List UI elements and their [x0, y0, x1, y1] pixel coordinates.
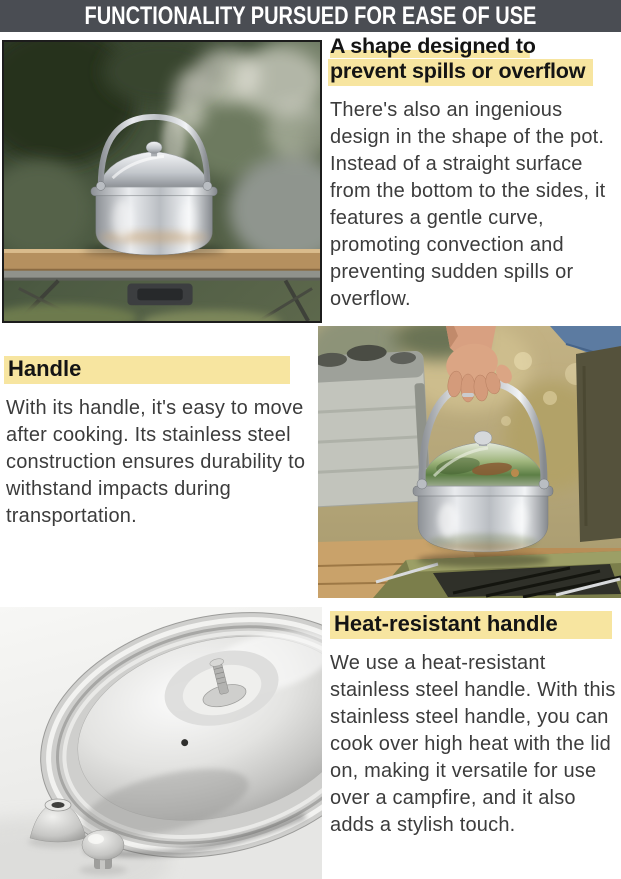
photo-lid-detail: [0, 607, 322, 879]
handle-heading: Handle: [4, 356, 290, 384]
camp-box: [318, 342, 431, 507]
shape-body: There's also an ingenious design in the shape of the pot. Instead of a straight surface from the bottom to the sides, it features a gentle curve, promoting convection and preventing sudden spills or overflow.: [330, 99, 606, 310]
shape-heading-line1: A shape designed to: [330, 34, 536, 58]
pot-rim: [413, 486, 553, 496]
ring: [462, 393, 474, 397]
photo-hand-carry: [318, 326, 621, 598]
lid-detail-illustration: [0, 607, 322, 879]
heat-handle-heading: Heat-resistant handle: [330, 611, 612, 639]
header-title: FUNCTIONALITY PURSUED FOR EASE OF USE: [84, 1, 537, 30]
photo-steaming-pot: [2, 40, 322, 323]
lid-knob: [474, 431, 492, 445]
shape-heading: [330, 34, 619, 86]
section-handle: [6, 356, 308, 530]
steaming-pot-illustration: [4, 42, 320, 321]
section-shape: [330, 34, 619, 313]
section-heat-handle: [330, 611, 619, 839]
header-banner: [0, 0, 621, 32]
shape-heading-line2: prevent spills or overflow: [328, 59, 593, 86]
lid-knob: [146, 142, 162, 154]
heat-handle-body: We use a heat-resistant stainless steel handle. With this stainless steel handle, you can cook over high heat with the lid on, making it versatile for use over a campfire, and it also adds a stylish touch.: [330, 652, 616, 836]
handle-body: With its handle, it's easy to move after cooking. Its stainless steel construction ensures durability to withstand impacts during transportation.: [6, 397, 306, 527]
mushroom-knob: [79, 830, 127, 875]
hand-carry-illustration: [318, 326, 621, 598]
pot-rim: [91, 187, 217, 196]
